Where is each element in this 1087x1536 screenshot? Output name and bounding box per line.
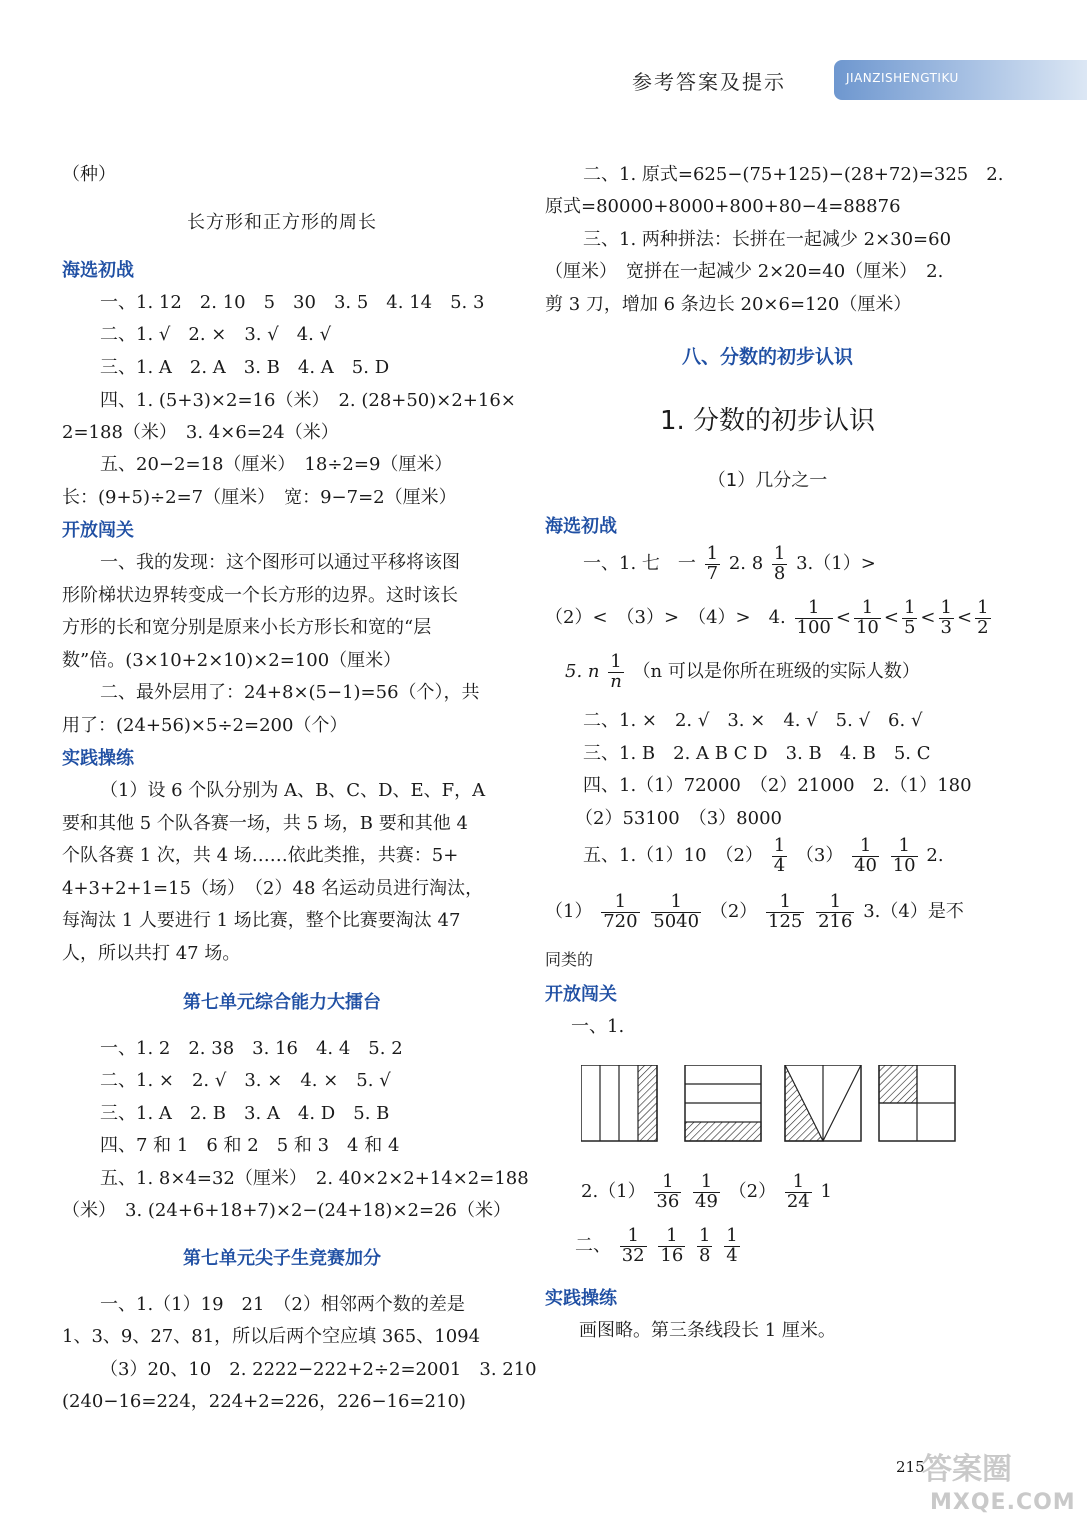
numerator: 1 [651, 893, 701, 913]
text-line: 一、1. 2 2. 38 3. 16 4. 4 5. 2 [100, 1038, 403, 1059]
heading-kaifang: 开放闯关 [545, 984, 617, 1005]
fraction-1-720 [601, 890, 639, 932]
text-line: 形阶梯状边界转变成一个长方形的边界。这时该长 [62, 585, 458, 606]
denominator: 720 [603, 910, 638, 932]
numerator: 1 [785, 1173, 812, 1193]
text-line: 一、1. 12 2. 10 5 30 3. 5 4. 14 5. 3 [100, 292, 485, 313]
watermark-logo: 答案圈 [922, 1452, 1012, 1487]
numerator: 1 [766, 893, 804, 913]
denominator: 125 [768, 910, 803, 932]
text-fragment: 五、1.（1）10 （2） [583, 845, 763, 866]
numerator: 1 [852, 837, 879, 857]
fraction-1-10 [891, 834, 918, 876]
fraction-squares-figure [581, 1065, 961, 1145]
text-fragment: 5. n [565, 661, 600, 682]
text-line: 数”倍。(3×10+2×10)×2=100（厘米） [62, 650, 402, 671]
text-fragment: 3.（4）是不 [863, 901, 964, 922]
section-title-unit7-contest: 第七单元尖子生竞赛加分 [183, 1248, 381, 1269]
denominator: 4 [726, 1244, 738, 1266]
fraction-1-8 [772, 542, 787, 584]
denominator: 216 [818, 910, 853, 932]
text-line: 人，所以共打 47 场。 [62, 943, 241, 964]
answer-line [575, 1224, 743, 1268]
denominator: 100 [796, 616, 831, 638]
fraction-1-40 [852, 834, 879, 876]
denominator: 3 [940, 616, 952, 638]
text-line: 三、1. A 2. B 3. A 4. D 5. B [100, 1103, 390, 1124]
denominator: 10 [892, 854, 916, 876]
text-line: （3）20、10 2. 2222−222+2÷2=2001 3. 210 [100, 1359, 537, 1380]
answer-line [545, 890, 964, 934]
fraction-1-8 [697, 1224, 712, 1266]
text-line: 三、1. 两种拼法：长拼在一起减少 2×30=60 [583, 229, 952, 250]
text-fragment: （3） [795, 845, 844, 866]
answer-line [545, 834, 944, 878]
text-line: 每淘汰 1 人要进行 1 场比赛，整个比赛要淘汰 47 [62, 910, 461, 931]
answer-line [565, 650, 920, 694]
numerator: 1 [699, 1224, 711, 1246]
fraction-1-216 [816, 890, 854, 932]
square-quarter-quadrants [879, 1065, 955, 1141]
fraction-1-32 [620, 1224, 647, 1266]
header-tab [834, 60, 1087, 100]
denominator: n [610, 670, 622, 692]
section-title-unit7: 第七单元综合能力大擂台 [183, 992, 381, 1013]
numerator: 1 [601, 893, 639, 913]
fraction-1-24 [785, 1170, 812, 1212]
lt-sign: < [835, 607, 851, 628]
heading-shijian: 实践操练 [62, 748, 134, 769]
fraction-1-5 [902, 596, 917, 638]
text-line: （米） 3. (24+6+18+7)×2−(24+18)×2=26（米） [62, 1200, 511, 1221]
text-line: 方形的长和宽分别是原来小长方形长和宽的“层 [62, 617, 432, 638]
text-line: 一、1. [571, 1016, 625, 1037]
answer-line [545, 542, 876, 586]
text-fragment: 2.（1） [581, 1181, 646, 1202]
heading-shijian: 实践操练 [545, 1288, 617, 1309]
denominator: 5 [903, 616, 916, 638]
text-line: 二、1. 原式=625−(75+125)−(28+72)=325 2. [583, 164, 1004, 185]
lt-sign: < [920, 607, 936, 628]
fraction-1-2 [975, 596, 990, 638]
text-line: （1）设 6 个队分别为 A、B、C、D、E、F，A [100, 780, 486, 801]
denominator: 49 [695, 1190, 718, 1212]
text-line: 画图略。第三条线段长 1 厘米。 [579, 1320, 836, 1341]
text-line: 4+3+2+1=15（场） （2）48 名运动员进行淘汰， [62, 878, 484, 899]
numerator: 1 [903, 596, 916, 618]
text-line: 二、1. √ 2. × 3. √ 4. √ [100, 324, 332, 345]
square-quarter-horizontal [685, 1065, 761, 1141]
text-line: 四、1. (5+3)×2=16（米） 2. (28+50)×2+16× [100, 390, 516, 411]
fraction-1-5040 [651, 890, 701, 932]
lt-sign: < [956, 607, 973, 628]
text-line: 个队各赛 1 次，共 4 场……依此类推，共赛：5+ [62, 845, 459, 866]
numerator: 1 [693, 1173, 720, 1193]
text-fragment: （2）< （3）> （4）> 4. [545, 607, 786, 628]
numerator: 1 [658, 1227, 685, 1247]
text-line: （种） [62, 164, 116, 185]
fraction-1-100 [795, 596, 833, 638]
text-line: 四、1.（1）72000 （2）21000 2.（1）180 [583, 775, 972, 796]
denominator: 16 [660, 1244, 684, 1266]
watermark-url: MXQE.COM [930, 1490, 1076, 1515]
text-line: 三、1. A 2. A 3. B 4. A 5. D [100, 357, 390, 378]
numerator: 1 [726, 1224, 738, 1246]
numerator: 1 [620, 1227, 647, 1247]
text-line: 五、1. 8×4=32（厘米） 2. 40×2×2+14×2=188 [100, 1168, 529, 1189]
text-line: 三、1. B 2. A B C D 3. B 4. B 5. C [583, 743, 931, 764]
denominator: 10 [855, 616, 879, 638]
numerator: 1 [816, 893, 854, 913]
text-line: 长：(9+5)÷2=7（厘米） 宽：9−7=2（厘米） [62, 487, 457, 508]
heading-haixuan: 海选初战 [545, 516, 617, 537]
text-line: 用了：(24+56)×5÷2=200（个） [62, 715, 348, 736]
numerator: 1 [891, 837, 918, 857]
text-line: 1、3、9、27、81，所以后两个空应填 365、1094 [62, 1326, 481, 1347]
square-quarter-vertical [581, 1065, 657, 1141]
fraction-1-4 [772, 834, 787, 876]
lesson-title: 1. 分数的初步认识 [659, 406, 876, 436]
fraction-1-49 [693, 1170, 720, 1212]
text-line: 二、1. × 2. √ 3. × 4. √ 5. √ 6. √ [583, 710, 923, 731]
heading-kaifang: 开放闯关 [62, 520, 134, 541]
text-line: 一、我的发现：这个图形可以通过平移将该图 [100, 552, 460, 573]
numerator: 1 [854, 599, 881, 619]
denominator: 36 [656, 1190, 680, 1212]
numerator: 1 [608, 653, 624, 673]
fraction-1-4 [724, 1224, 739, 1266]
numerator: 1 [706, 542, 719, 564]
text-line: 剪 3 刀，增加 6 条边长 20×6=120（厘米） [545, 294, 912, 315]
text-line: 五、20−2=18（厘米） 18÷2=9（厘米） [100, 454, 453, 475]
text-line: 要和其他 5 个队各赛一场，共 5 场，B 要和其他 4 [62, 813, 468, 834]
answer-line [545, 596, 994, 640]
numerator: 1 [940, 596, 952, 618]
heading-haixuan: 海选初战 [62, 260, 134, 281]
text-fragment: （1） [545, 901, 593, 922]
fraction-1-36 [654, 1170, 681, 1212]
denominator: 8 [699, 1244, 711, 1266]
fraction-1-16 [658, 1224, 685, 1266]
denominator: 40 [854, 854, 877, 876]
text-line: 二、1. × 2. √ 3. × 4. × 5. √ [100, 1070, 391, 1091]
text-fragment: 一、1. 七 一 [583, 553, 696, 574]
text-fragment: 1 [820, 1181, 832, 1202]
text-fragment: 二、 [575, 1235, 611, 1256]
fraction-1-10 [854, 596, 881, 638]
text-line: （2）53100 （3）8000 [575, 808, 782, 829]
denominator: 24 [786, 1190, 810, 1212]
text-fragment: 2. 8 [728, 553, 764, 574]
text-line: 四、7 和 1 6 和 2 5 和 3 4 和 4 [100, 1135, 400, 1156]
text-line: 一、1.（1）19 21 （2）相邻两个数的差是 [100, 1294, 465, 1315]
text-fragment: 3.（1）> [796, 553, 876, 574]
text-fragment: 2. [926, 845, 944, 866]
numerator: 1 [773, 542, 786, 564]
text-line: 二、最外层用了：24+8×(5−1)=56（个），共 [100, 682, 480, 703]
text-fragment: （2） [728, 1181, 777, 1202]
header-title: 参考答案及提示 [632, 70, 786, 94]
text-line: 同类的 [545, 950, 594, 969]
numerator: 1 [654, 1173, 681, 1193]
denominator: 2 [977, 616, 989, 638]
text-line: （厘米） 宽拼在一起减少 2×20=40（厘米） 2. [545, 261, 944, 282]
text-fragment: （n 可以是你所在班级的实际人数） [632, 661, 920, 682]
text-fragment: （2） [709, 901, 758, 922]
text-line: (240−16=224，224+2=226，226−16=210) [62, 1391, 466, 1412]
sub-lesson-title: （1）几分之一 [707, 470, 828, 491]
header-tab-text: JIANZISHENGTIKU [846, 71, 959, 85]
lt-sign: < [883, 607, 899, 628]
answer-line [581, 1170, 832, 1214]
page-number: 215 [896, 1458, 925, 1476]
unit-title-fractions: 八、分数的初步认识 [681, 346, 853, 368]
numerator: 1 [795, 599, 833, 619]
denominator: 8 [773, 562, 786, 584]
fraction-1-7 [705, 542, 720, 584]
fraction-1-125 [766, 890, 804, 932]
text-line: 2=188（米） 3. 4×6=24（米） [62, 422, 339, 443]
fraction-1-n [608, 650, 624, 692]
numerator: 1 [773, 834, 786, 856]
fraction-1-3 [939, 596, 954, 638]
denominator: 7 [706, 562, 719, 584]
denominator: 32 [621, 1244, 645, 1266]
text-line: 原式=80000+8000+800+80−4=88876 [545, 196, 901, 217]
numerator: 1 [977, 596, 989, 618]
section-title-perimeter: 长方形和正方形的周长 [187, 212, 377, 233]
denominator: 5040 [653, 910, 700, 932]
denominator: 4 [773, 854, 786, 876]
square-quarter-triangles [785, 1065, 861, 1141]
